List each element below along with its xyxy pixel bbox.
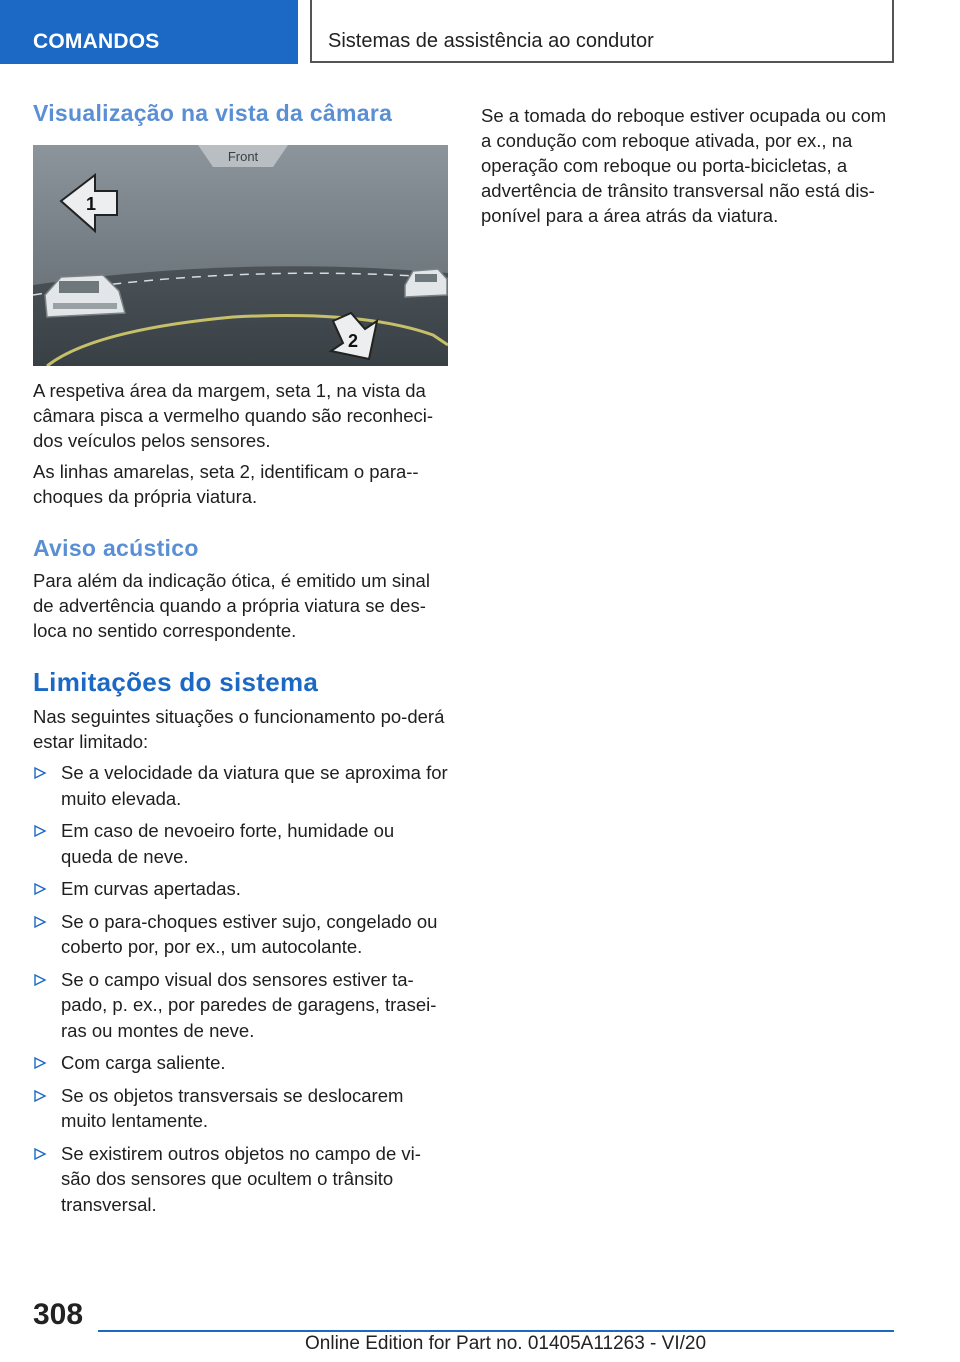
list-item (33, 1141, 449, 1218)
footer-edition: Online Edition for Part no. 01405A11263 - VI/20 (305, 1333, 707, 1354)
limit-item-text: Se os objetos transversais se deslocarem muito lentamente. (61, 1084, 404, 1131)
triangle-right-outline-icon (33, 766, 47, 780)
triangle-right-outline-icon (33, 973, 47, 987)
paragraph-limits-intro: Nas seguintes situações o funcionamento po‐derá estar limitado: (33, 706, 445, 752)
triangle-right-outline-icon (33, 915, 47, 929)
limit-item-text: Se o para-choques estiver sujo, congelado ou coberto por, por ex., um autocolante. (61, 910, 438, 957)
header-chapter-box (310, 0, 894, 63)
triangle-right-outline-icon (33, 824, 47, 838)
heading-camera-view: Visualização na vista da câmara (33, 100, 393, 126)
list-item (33, 1083, 449, 1134)
paragraph-acoustic: Para além da indicação ótica, é emitido um sinal de advertência quando a própria viatura se des‐loca no sentido correspondente. (33, 570, 430, 641)
arrow-2-number: 2 (347, 331, 359, 351)
header-chapter-label: Sistemas de assistência ao condutor (328, 30, 654, 52)
car-right-icon (405, 269, 447, 297)
page-number: 308 (33, 1298, 84, 1331)
heading-acoustic-warning: Aviso acústico (33, 535, 199, 561)
list-item (33, 876, 449, 902)
limit-item-text: Com carga saliente. (61, 1052, 226, 1073)
limit-item-text: Em caso de nevoeiro forte, humidade ou queda de neve. (61, 820, 395, 867)
limit-item-text: Se o campo visual dos sensores estiver ta‐pado, p. ex., por paredes de garagens, trasei‐ras ou montes de neve. (61, 968, 437, 1041)
triangle-right-outline-icon (33, 1147, 47, 1161)
arrow-1-number: 1 (85, 194, 97, 214)
triangle-right-outline-icon (33, 1056, 47, 1070)
paragraph-camera-1: A respetiva área da margem, seta 1, na vista da câmara pisca a vermelho quando são reconheci‐dos veículos pelos sensores. (33, 380, 434, 451)
header-section-tab (0, 0, 298, 64)
left-column (33, 100, 449, 1224)
triangle-right-outline-icon (33, 1089, 47, 1103)
list-item (33, 818, 449, 869)
list-item (33, 760, 449, 811)
list-item (33, 967, 449, 1044)
header-section-label: COMANDOS (33, 30, 160, 53)
limit-item-text: Em curvas apertadas. (61, 878, 241, 899)
limit-item-text: Se existirem outros objetos no campo de vi‐são dos sensores que ocultem o trânsito transversal. (61, 1142, 421, 1215)
camera-view-illustration (33, 145, 448, 366)
paragraph-camera-2: As linhas amarelas, seta 2, identificam o para-‐choques da própria viatura. (33, 461, 419, 507)
limits-list (33, 760, 449, 1217)
paragraph-trailer: Se a tomada do reboque estiver ocupada ou com a condução com reboque ativada, por ex., na operação com reboque ou porta-bicicletas, a advertência de trânsito transversal não está dis‐ponível para a área atrás da viatura. (481, 105, 887, 226)
footer-divider (98, 1330, 894, 1332)
figure-front-label: Front (227, 149, 259, 164)
heading-system-limits: Limitações do sistema (33, 667, 319, 697)
right-column (481, 103, 891, 228)
camera-view-figure (33, 145, 448, 366)
list-item (33, 1050, 449, 1076)
list-item (33, 909, 449, 960)
limit-item-text: Se a velocidade da viatura que se aproxima for muito elevada. (61, 762, 448, 809)
triangle-right-outline-icon (33, 882, 47, 896)
